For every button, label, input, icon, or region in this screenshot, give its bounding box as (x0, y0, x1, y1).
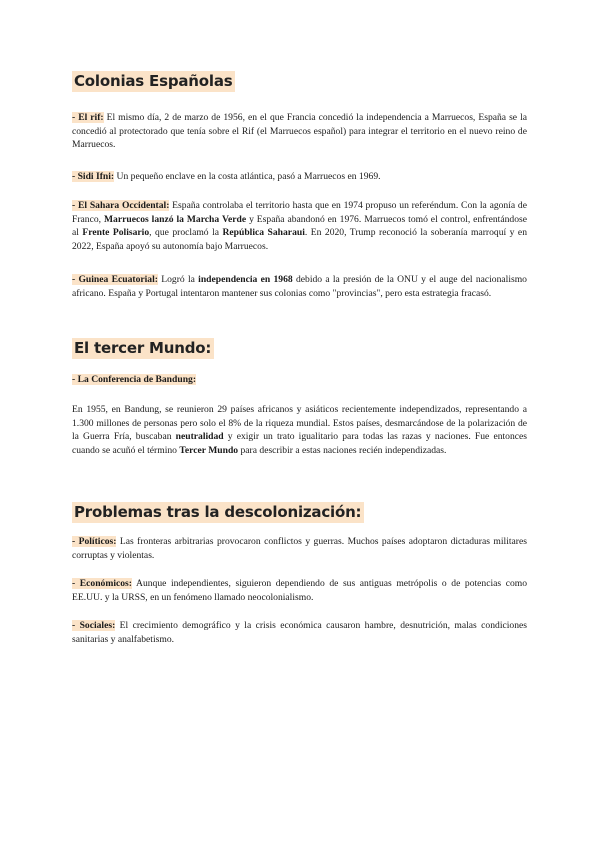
label-bandung: - La Conferencia de Bandung: (72, 374, 197, 385)
section-heading-tercer-mundo: El tercer Mundo: (72, 338, 214, 359)
label-sahara: - El Sahara Occidental: (72, 200, 170, 211)
text-bandung-3: para describir a estas naciones recién independizadas. (238, 444, 447, 456)
bold-independencia-1968: independencia en 1968 (198, 274, 293, 285)
paragraph-ifni (72, 170, 527, 184)
text-sahara-1: España controlaba el territorio hasta que en 1974 propuso un referéndum. Con la agonía de Franco, (72, 200, 527, 225)
paragraph-economicos (72, 577, 527, 604)
paragraph-politicos (72, 535, 527, 562)
label-politicos: - Políticos: (72, 536, 117, 547)
subheading-bandung (72, 373, 527, 387)
bold-frente-polisario: Frente Polisario (82, 227, 150, 238)
text-economicos: Aunque independientes, siguieron dependiendo de sus antiguas metrópolis o de potencias como EE.UU. y la URSS, en un fenómeno llamado neocolonialismo. (72, 578, 528, 603)
paragraph-rif (72, 111, 527, 152)
text-guinea-2: debido a la presión de la ONU y el auge del nacionalismo africano. España y Portugal intentaron mantener sus colonias como "provincias", pero esta estrategia fracasó. (72, 274, 527, 299)
text-ifni: Un pequeño enclave en la costa atlántica, pasó a Marruecos en 1969. (114, 171, 381, 182)
text-rif: El mismo día, 2 de marzo de 1956, en el que Francia concedió la independencia a Marruecos, España se la concedió al protectorado que tenía sobre el Rif (el Marruecos español) para integrar el territorio en el nuevo reino de Marruecos. (72, 112, 527, 150)
paragraph-sociales (72, 619, 527, 646)
text-guinea-1: Logró la (157, 274, 199, 285)
paragraph-guinea (72, 273, 527, 300)
paragraph-bandung (72, 403, 527, 457)
section-heading-colonias: Colonias Españolas (72, 71, 235, 92)
text-bandung-1: En 1955, en Bandung, se reunieron 29 países africanos y asiáticos recientemente independizados, representando a 1.300 millones de personas pero solo el 8% de la riqueza mundial. Estos países, desmarcándose de la polarización de la Guerra Fría, buscaban (72, 404, 527, 442)
text-sahara-2: y España abandonó en 1976. Marruecos tomó el control, enfrentándose al (72, 213, 527, 238)
text-sahara-3: , que proclamó la (149, 227, 223, 238)
text-bandung-2: y exigir un trato igualitario para todas las razas y naciones. Fue entonces cuando se acuñó el término (72, 431, 528, 456)
text-sahara-4: . En 2020, Trump reconoció la soberanía marroquí y en 2022, España apoyó su autonomía bajo Marruecos. (72, 227, 527, 252)
bold-marcha-verde: Marruecos lanzó la Marcha Verde (103, 213, 247, 225)
bold-republica-saharaui: República Saharaui (222, 227, 305, 238)
bold-neutralidad: neutralidad (175, 431, 224, 442)
bold-tercer-mundo: Tercer Mundo (179, 444, 239, 456)
label-guinea: - Guinea Ecuatorial: (72, 274, 158, 285)
text-sociales: El crecimiento demográfico y la crisis económica causaron hambre, desnutrición, malas condiciones sanitarias y analfabetismo. (72, 620, 527, 645)
text-politicos: Las fronteras arbitrarias provocaron conflictos y guerras. Muchos países adoptaron dictaduras militares corruptas y violentas. (72, 536, 527, 561)
label-economicos: - Económicos: (72, 578, 132, 589)
paragraph-sahara (72, 199, 527, 253)
section-heading-problemas: Problemas tras la descolonización: (72, 502, 364, 523)
label-ifni: - Sidi Ifni: (72, 171, 115, 182)
label-sociales: - Sociales: (72, 620, 116, 631)
label-rif: - El rif: (72, 112, 104, 123)
